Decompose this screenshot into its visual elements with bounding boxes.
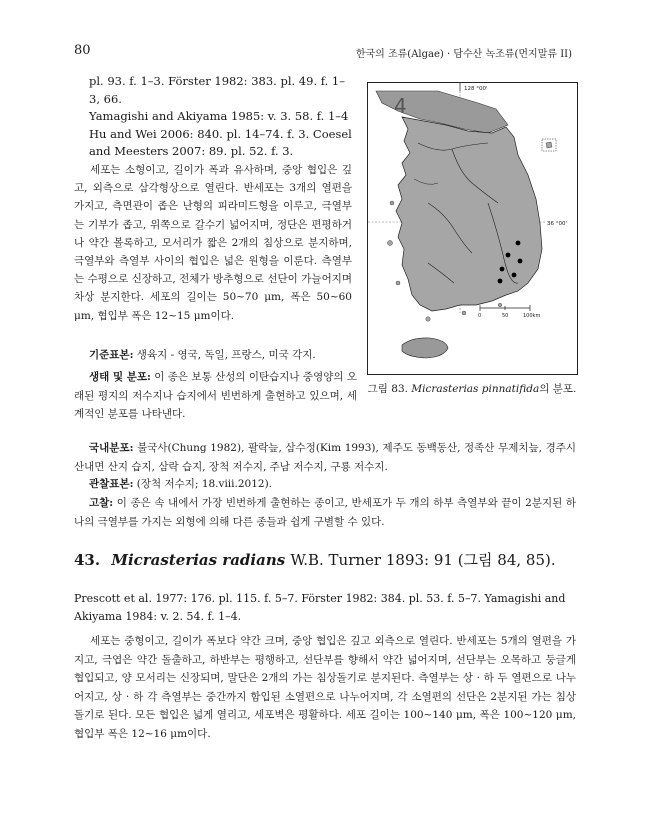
type-locality [89, 347, 354, 362]
domestic-distribution [74, 439, 576, 476]
korea-map-graphic [368, 83, 577, 374]
type-locality-label: 기준표본: [89, 349, 134, 361]
domestic-text: 불국사(Chung 1982), 팔락늪, 삼수정(Kim 1993), 제주도 동백동산, 정족산 무제치늪, 경주시 산내면 산지 습지, 삼락 습지, 장척 저수지, 주남 저수지, 구룡 저수지. [74, 442, 576, 473]
species-43-description: 세포는 중형이고, 길이가 폭보다 약간 크며, 중앙 협입은 깊고 외측으로 열린다. 반세포는 5개의 열편을 가지고, 극엽은 약간 돌출하고, 하반부는 평행하고, 선단부를 향해서 약간 넓어지며, 선단부는 오목하고 둥글게 협입되고, 양 모서리는 신장되며, 말단은 2개의 가는 침상돌기로 분지된다. 측열부는 상 · 하 두 열편으로 나누어지고, 상 · 하 각 측열부는 중간까지 함입된 소열편으로 나누어지며, 각 소열편의 선단은 2분지된 가는 침상돌기로 된다. 모든 협입은 넓게 열리고, 세포벽은 평활하다. 세포 길이는 100~140 μm, 폭은 100~120 μm, 협입부 폭은 12~16 μm이다. [74, 635, 576, 740]
page-number: 80 [74, 43, 91, 58]
remarks [74, 494, 576, 532]
latitude-label: 36 °00' [547, 221, 568, 227]
habitat-distribution [74, 368, 357, 424]
scale-label-0: 0 [478, 313, 482, 319]
reference-line: pl. 93. f. 1–3. Förster 1982: 383. pl. 49. f. 1–3, 66. [89, 74, 345, 106]
specimen-text: (장척 저수지; 18.viii.2012). [136, 478, 273, 490]
reference-line: Yamagishi and Akiyama 1985: v. 3. 58. f. 1–4 Hu and Wei 2006: 840. pl. 14–74. f. 3. Coesel and Meesters 2007: 89. pl. 52. f. 3. [89, 109, 352, 158]
species-number: 43. [74, 551, 101, 569]
distribution-map-figure [367, 82, 578, 375]
reference-line: Prescott et al. 1977: 176. pl. 115. f. 5–7. Förster 1982: 384. pl. 53. f. 5–7. Yamagishi and Akiyama 1984: v. 2. 54. f. 1–4. [74, 592, 566, 623]
species-name: Micrasterias radians [111, 551, 286, 569]
caption-species: Micrasterias pinnatifida [411, 383, 540, 395]
remarks-label: 고찰: [89, 497, 114, 509]
habitat-text: 이 종은 보통 산성의 이탄습지나 중영양의 오래된 평지의 저수지나 습지에서 빈번하게 출현하고 있으며, 세계적인 분포를 나타낸다. [74, 371, 357, 420]
longitude-label: 128 °00' [464, 86, 488, 92]
svg-text:4: 4 [394, 94, 407, 118]
scale-label-50: 50 [502, 313, 509, 319]
type-locality-text: 생육지 - 영국, 독일, 프랑스, 미국 각지. [136, 349, 316, 361]
distribution-dot [512, 273, 517, 278]
caption-suffix: 의 분포. [539, 383, 577, 395]
species-42-references [89, 73, 352, 161]
caption-prefix: 그림 83. [367, 383, 408, 395]
domestic-label: 국내분포: [89, 442, 134, 454]
species-authority: W.B. Turner 1893: 91 (그림 84, 85). [290, 551, 556, 569]
observed-specimen [89, 476, 489, 491]
running-header: 한국의 조류(Algae) · 담수산 녹조류(먼지말류 II) [355, 49, 572, 60]
species-42-description: 세포는 소형이고, 길이가 폭과 유사하며, 중앙 협입은 깊고, 외측으로 삼각형상으로 열린다. 반세포는 3개의 열편을 가지고, 측면관이 좁은 난형의 피라미드형을 이루고, 극열부는 기부가 좁고, 위쪽으로 갈수기 넓어지며, 정단은 편평하거나 약간 볼록하고, 모서리가 짧은 2개의 침상으로 분지하며, 극열부와 측열부 사이의 협입은 넓은 원형을 이룬다. 측열부는 수평으로 신장하고, 전체가 방추형으로 선단이 가늘어지며 차상 분지한다. 세포의 길이는 50~70 μm, 폭은 50~60 μm, 협입부 폭은 12~15 μm이다. [74, 164, 352, 322]
distribution-dot [518, 259, 523, 264]
figure-caption [366, 381, 578, 396]
specimen-label: 관찰표본: [89, 478, 134, 490]
distribution-dot [500, 267, 505, 272]
species-43-references [74, 590, 576, 625]
scale-label-100: 100km [523, 313, 541, 319]
distribution-dot [516, 241, 521, 246]
distribution-dot [498, 279, 503, 284]
habitat-label: 생태 및 분포: [89, 371, 151, 383]
remarks-text: 이 종은 속 내에서 가장 빈번하게 출현하는 종이고, 반세포가 두 개의 하부 측열부와 끝이 2분지된 하나의 극열부를 가지는 외형에 의해 다른 종들과 쉽게 구별할 수 있다. [74, 497, 576, 528]
species-43-heading [74, 549, 556, 570]
distribution-dot [506, 253, 511, 258]
